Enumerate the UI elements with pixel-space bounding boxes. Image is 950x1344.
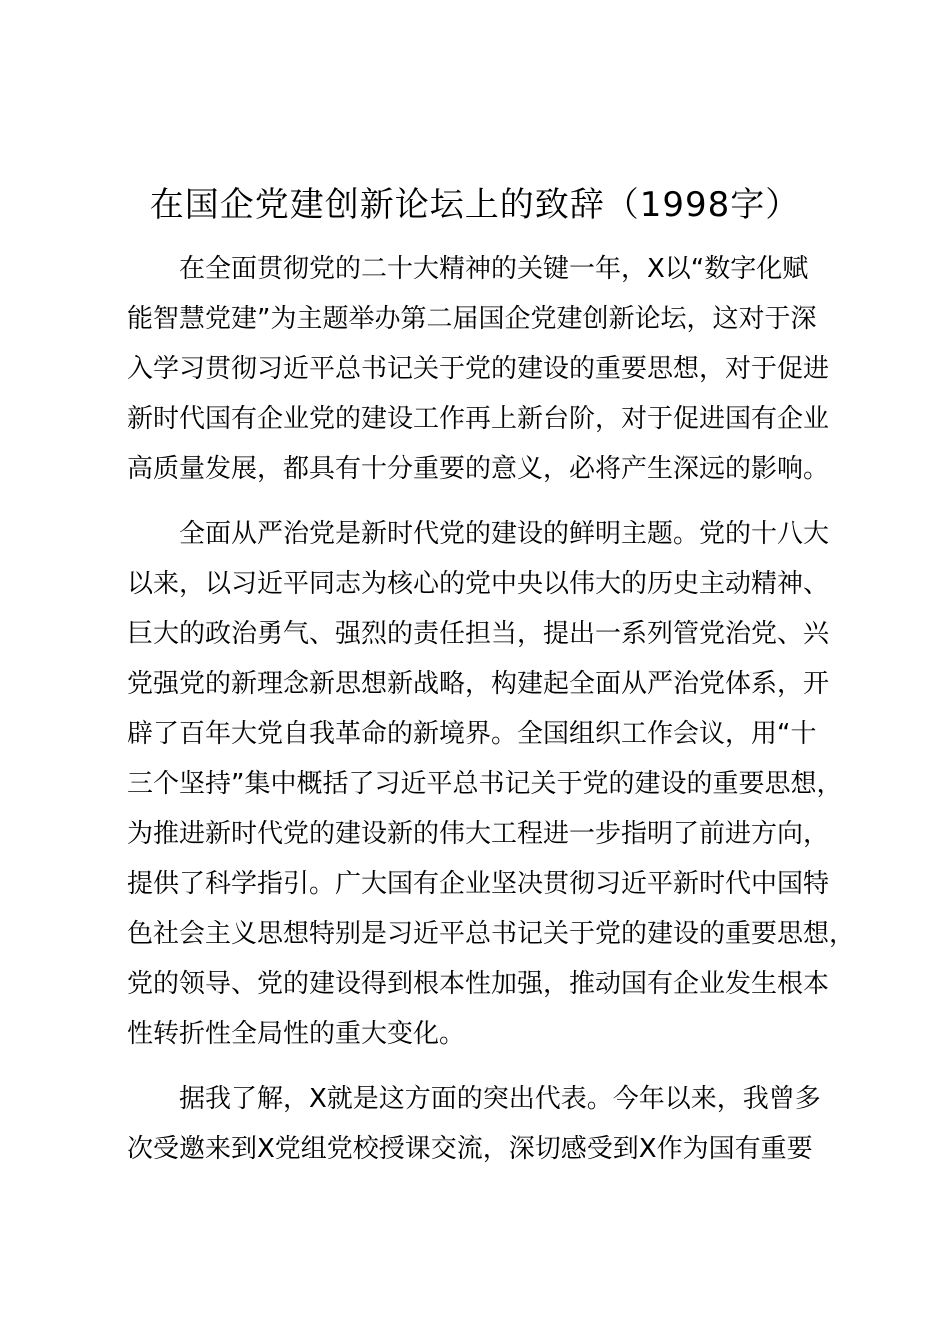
- paragraph-line: 以来，以习近平同志为核心的党中央以伟大的历史主动精神、: [127, 569, 830, 599]
- paragraph-line: 党的领导、党的建设得到根本性加强，推动国有企业发生根本: [127, 969, 830, 999]
- paragraph-line: 色社会主义思想特别是习近平总书记关于党的建设的重要思想，: [127, 919, 856, 949]
- paragraph-line: 性转折性全局性的重大变化。: [127, 1019, 466, 1049]
- paragraph-line: 能智慧党建”为主题举办第二届国企党建创新论坛，这对于深: [127, 304, 817, 334]
- paragraph-line: 入学习贯彻习近平总书记关于党的建设的重要思想，对于促进: [127, 354, 830, 384]
- paragraph-line: 次受邀来到X党组党校授课交流，深切感受到X作为国有重要: [127, 1134, 813, 1164]
- paragraph-line: 党强党的新理念新思想新战略，构建起全面从严治党体系，开: [127, 669, 830, 699]
- paragraph-line: 在全面贯彻党的二十大精神的关键一年，X以“数字化赋: [127, 254, 809, 284]
- document-title: 在国企党建创新论坛上的致辞（1998字）: [149, 185, 801, 225]
- paragraph-line: 高质量发展，都具有十分重要的意义，必将产生深远的影响。: [127, 454, 830, 484]
- paragraph-line: 辟了百年大党自我革命的新境界。全国组织工作会议，用“十: [127, 719, 817, 749]
- paragraph-line: 为推进新时代党的建设新的伟大工程进一步指明了前进方向，: [127, 819, 830, 849]
- paragraph-line: 三个坚持”集中概括了习近平总书记关于党的建设的重要思想，: [127, 769, 843, 799]
- paragraph-line: 全面从严治党是新时代党的建设的鲜明主题。党的十八大: [127, 519, 830, 549]
- paragraph-line: 据我了解，X就是这方面的突出代表。今年以来，我曾多: [127, 1084, 821, 1114]
- paragraph-line: 巨大的政治勇气、强烈的责任担当，提出一系列管党治党、兴: [127, 619, 830, 649]
- paragraph-line: 新时代国有企业党的建设工作再上新台阶，对于促进国有企业: [127, 404, 830, 434]
- paragraph-line: 提供了科学指引。广大国有企业坚决贯彻习近平新时代中国特: [127, 869, 830, 899]
